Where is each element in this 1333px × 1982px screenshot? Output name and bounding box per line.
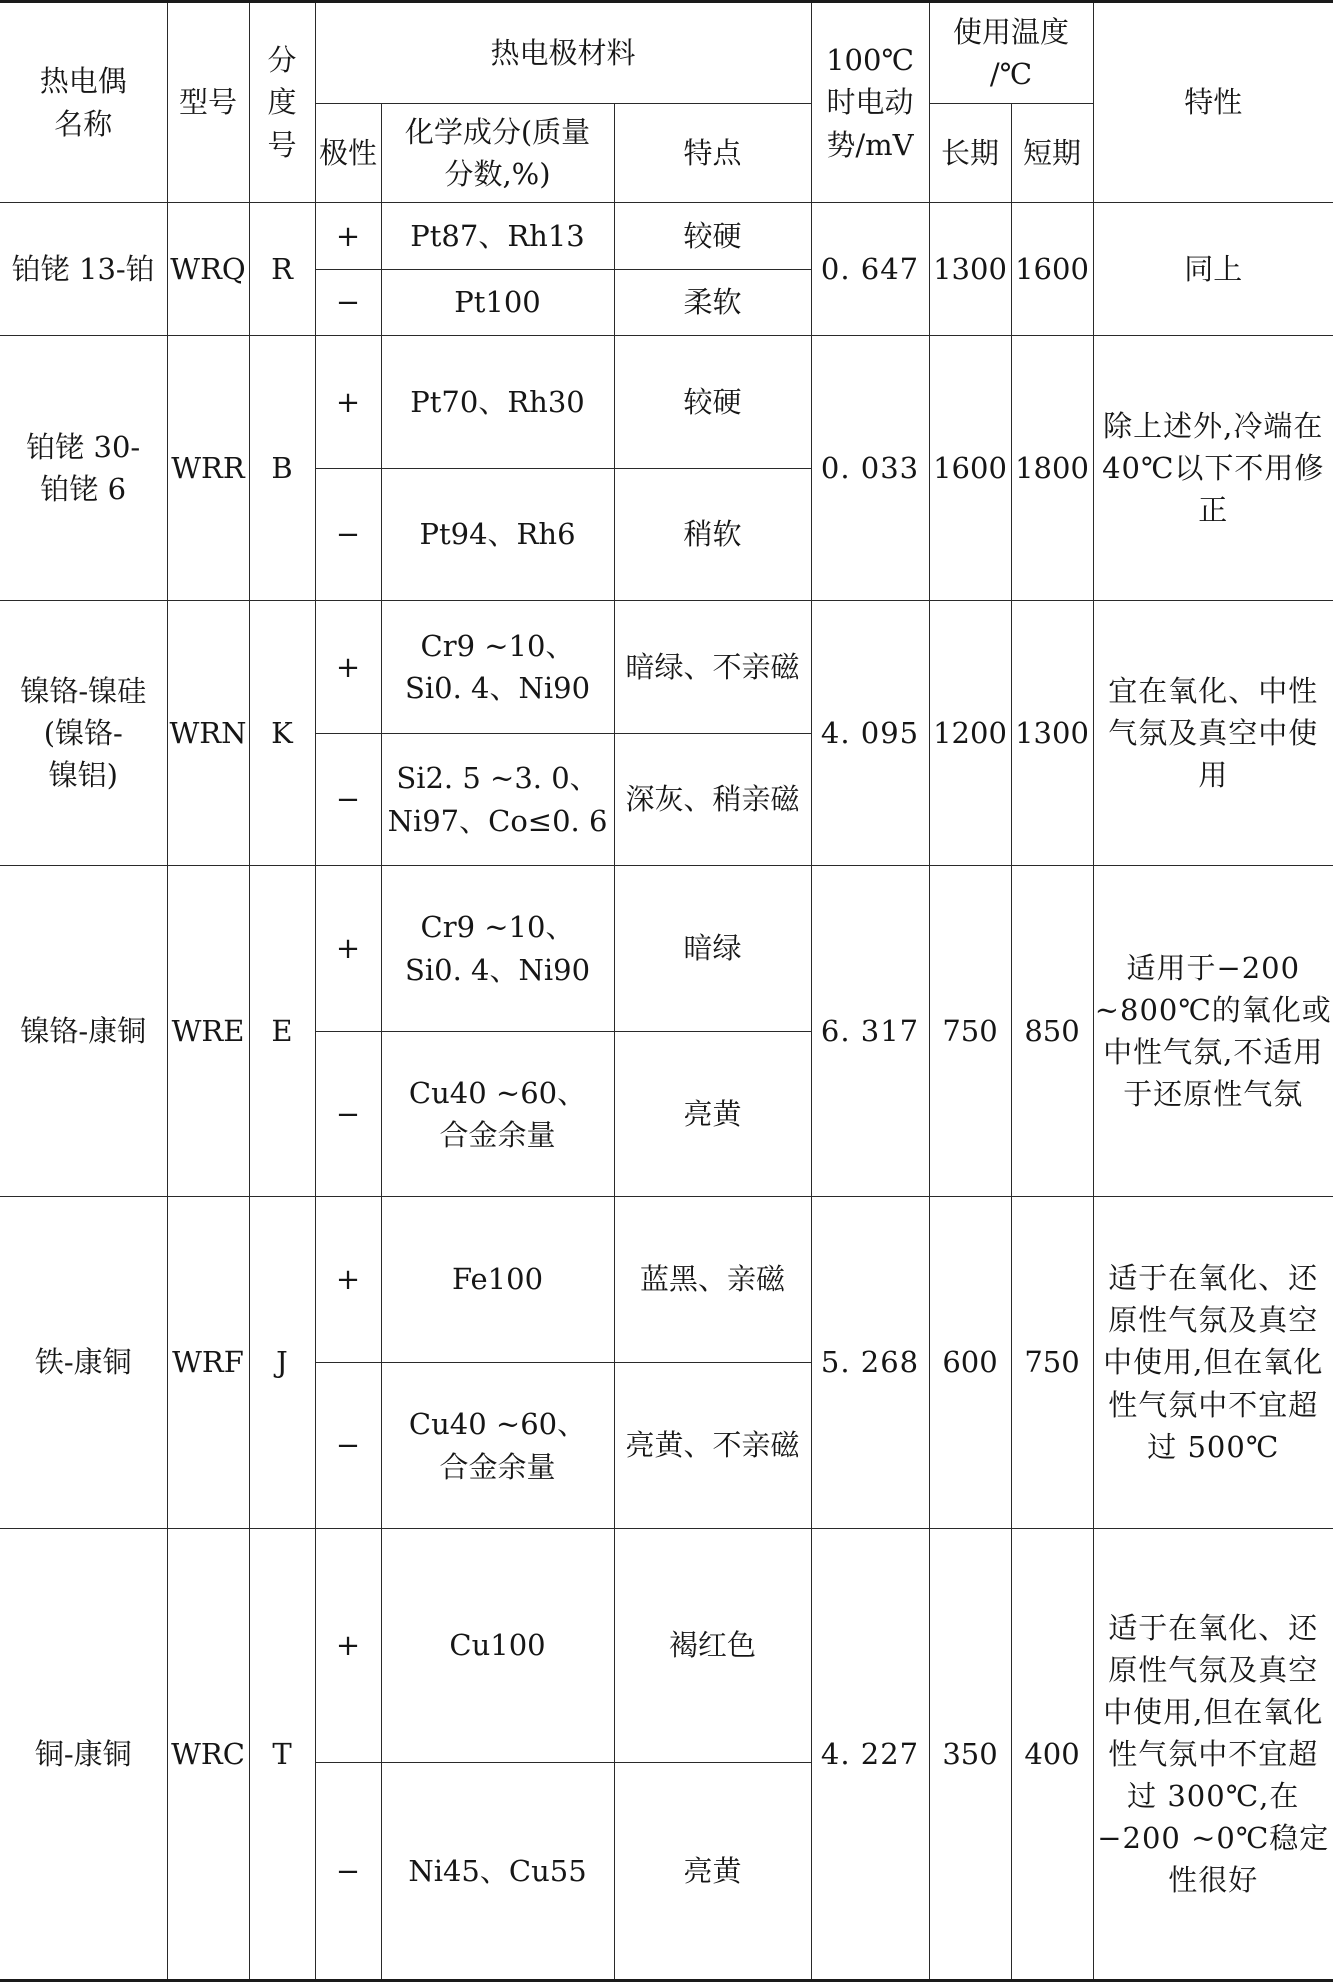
table-row xyxy=(0,1529,1333,1763)
header-row-top xyxy=(0,2,1333,104)
header-name: 热电偶 名称 xyxy=(0,2,167,203)
emf-value: 6. 317 xyxy=(811,866,929,1197)
feature-negative: 亮黄、不亲磁 xyxy=(614,1363,811,1529)
thermocouple-name: 镍铬-康铜 xyxy=(0,866,167,1197)
emf-value: 4. 227 xyxy=(811,1529,929,1981)
header-feature: 特点 xyxy=(614,104,811,203)
feature-positive: 暗绿 xyxy=(614,866,811,1032)
thermocouple-name: 铂铑 13-铂 xyxy=(0,203,167,336)
header-long-term: 长期 xyxy=(929,104,1011,203)
header-emf: 100℃ 时电动 势/mV xyxy=(811,2,929,203)
header-polarity: 极性 xyxy=(315,104,381,203)
feature-positive: 较硬 xyxy=(614,336,811,469)
thermocouple-name: 镍铬-镍硅 (镍铬- 镍铝) xyxy=(0,601,167,866)
table-row xyxy=(0,601,1333,734)
model-code: WRN xyxy=(167,601,249,866)
characteristics-text: 适于在氧化、还原性气氛及真空中使用,但在氧化性气氛中不宜超过 300℃,在−200 ~0℃稳定性很好 xyxy=(1093,1529,1333,1981)
composition-negative: Cu40 ~60、 合金余量 xyxy=(381,1363,614,1529)
composition-negative: Si2. 5 ~3. 0、 Ni97、Co≤0. 6 xyxy=(381,734,614,866)
header-composition: 化学成分(质量 分数,%) xyxy=(381,104,614,203)
composition-negative: Ni45、Cu55 xyxy=(381,1763,614,1981)
thermocouple-name: 铜-康铜 xyxy=(0,1529,167,1981)
composition-negative: Pt94、Rh6 xyxy=(381,469,614,601)
composition-positive: Pt70、Rh30 xyxy=(381,336,614,469)
graduation-code: J xyxy=(249,1197,315,1529)
emf-value: 0. 647 xyxy=(811,203,929,336)
header-graduation: 分 度 号 xyxy=(249,2,315,203)
feature-negative: 稍软 xyxy=(614,469,811,601)
feature-negative: 深灰、稍亲磁 xyxy=(614,734,811,866)
graduation-code: E xyxy=(249,866,315,1197)
header-short-term: 短期 xyxy=(1011,104,1093,203)
graduation-code: T xyxy=(249,1529,315,1981)
thermocouple-name: 铂铑 30- 铂铑 6 xyxy=(0,336,167,601)
emf-value: 4. 095 xyxy=(811,601,929,866)
polarity-positive: + xyxy=(315,336,381,469)
polarity-negative: − xyxy=(315,469,381,601)
model-code: WRF xyxy=(167,1197,249,1529)
header-model: 型号 xyxy=(167,2,249,203)
long-term-temp: 1600 xyxy=(929,336,1011,601)
long-term-temp: 600 xyxy=(929,1197,1011,1529)
model-code: WRC xyxy=(167,1529,249,1981)
characteristics-text: 宜在氧化、中性气氛及真空中使用 xyxy=(1093,601,1333,866)
short-term-temp: 1800 xyxy=(1011,336,1093,601)
header-characteristics: 特性 xyxy=(1093,2,1333,203)
short-term-temp: 850 xyxy=(1011,866,1093,1197)
model-code: WRR xyxy=(167,336,249,601)
table-row xyxy=(0,866,1333,1032)
composition-positive: Cr9 ~10、 Si0. 4、Ni90 xyxy=(381,866,614,1032)
feature-positive: 暗绿、不亲磁 xyxy=(614,601,811,734)
table-row xyxy=(0,1197,1333,1363)
short-term-temp: 750 xyxy=(1011,1197,1093,1529)
composition-positive: Cr9 ~10、 Si0. 4、Ni90 xyxy=(381,601,614,734)
characteristics-text: 同上 xyxy=(1093,203,1333,336)
composition-positive: Pt87、Rh13 xyxy=(381,203,614,270)
header-electrode-material: 热电极材料 xyxy=(315,2,811,104)
feature-negative: 柔软 xyxy=(614,270,811,336)
composition-negative: Pt100 xyxy=(381,270,614,336)
characteristics-text: 除上述外,冷端在 40℃以下不用修正 xyxy=(1093,336,1333,601)
feature-positive: 蓝黑、亲磁 xyxy=(614,1197,811,1363)
characteristics-text: 适用于−200 ~800℃的氧化或中性气氛,不适用于还原性气氛 xyxy=(1093,866,1333,1197)
polarity-negative: − xyxy=(315,1363,381,1529)
long-term-temp: 350 xyxy=(929,1529,1011,1981)
feature-negative: 亮黄 xyxy=(614,1032,811,1197)
emf-value: 0. 033 xyxy=(811,336,929,601)
feature-positive: 褐红色 xyxy=(614,1529,811,1763)
composition-positive: Fe100 xyxy=(381,1197,614,1363)
table-row xyxy=(0,203,1333,270)
polarity-positive: + xyxy=(315,866,381,1032)
polarity-negative: − xyxy=(315,1032,381,1197)
polarity-negative: − xyxy=(315,270,381,336)
emf-value: 5. 268 xyxy=(811,1197,929,1529)
feature-negative: 亮黄 xyxy=(614,1763,811,1981)
graduation-code: B xyxy=(249,336,315,601)
short-term-temp: 400 xyxy=(1011,1529,1093,1981)
composition-negative: Cu40 ~60、 合金余量 xyxy=(381,1032,614,1197)
feature-positive: 较硬 xyxy=(614,203,811,270)
polarity-positive: + xyxy=(315,203,381,270)
graduation-code: K xyxy=(249,601,315,866)
long-term-temp: 1300 xyxy=(929,203,1011,336)
thermocouple-name: 铁-康铜 xyxy=(0,1197,167,1529)
header-use-temp: 使用温度 /℃ xyxy=(929,2,1093,104)
model-code: WRQ xyxy=(167,203,249,336)
polarity-positive: + xyxy=(315,1529,381,1763)
short-term-temp: 1300 xyxy=(1011,601,1093,866)
composition-positive: Cu100 xyxy=(381,1529,614,1763)
polarity-positive: + xyxy=(315,1197,381,1363)
graduation-code: R xyxy=(249,203,315,336)
polarity-negative: − xyxy=(315,734,381,866)
characteristics-text: 适于在氧化、还原性气氛及真空中使用,但在氧化性气氛中不宜超过 500℃ xyxy=(1093,1197,1333,1529)
polarity-positive: + xyxy=(315,601,381,734)
polarity-negative: − xyxy=(315,1763,381,1981)
short-term-temp: 1600 xyxy=(1011,203,1093,336)
model-code: WRE xyxy=(167,866,249,1197)
table-row xyxy=(0,336,1333,469)
long-term-temp: 750 xyxy=(929,866,1011,1197)
long-term-temp: 1200 xyxy=(929,601,1011,866)
